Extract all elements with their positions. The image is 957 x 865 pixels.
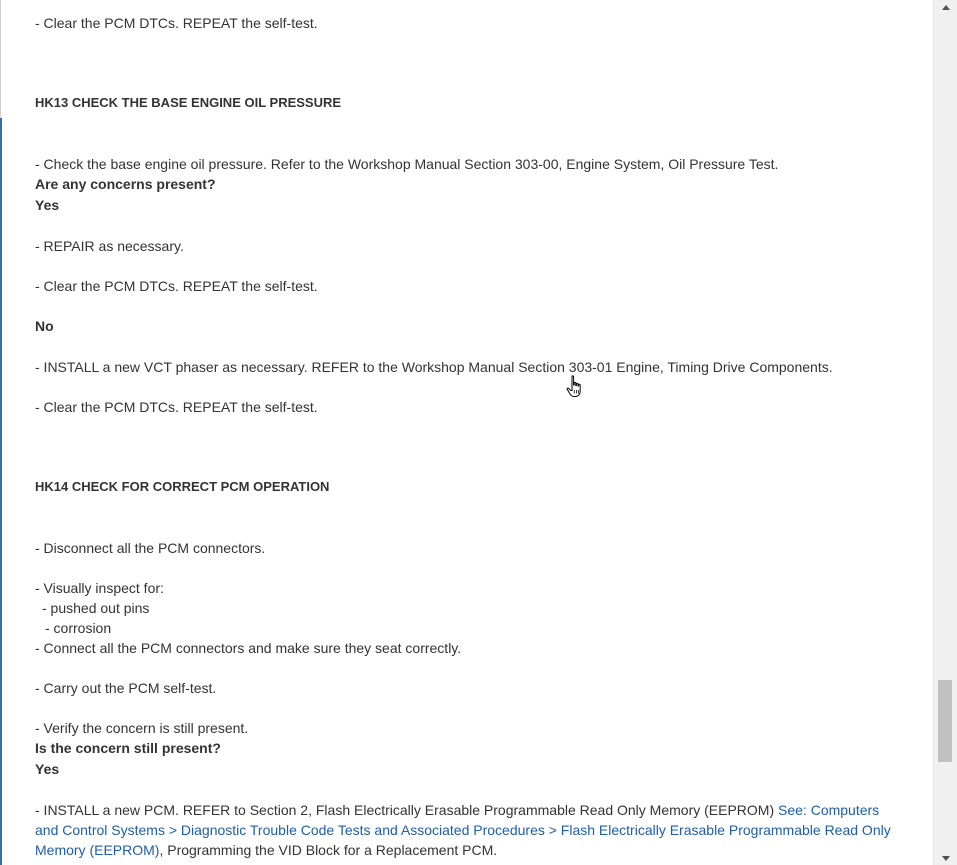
step-connect-connectors: - Connect all the PCM connectors and make sure they seat correctly. (35, 640, 462, 656)
answer-no: No (35, 318, 54, 334)
step-disconnect-connectors: - Disconnect all the PCM connectors. (35, 540, 266, 556)
step-repair: - REPAIR as necessary. (35, 238, 184, 254)
section-heading-hk13: HK13 CHECK THE BASE ENGINE OIL PRESSURE (35, 95, 342, 110)
step-clear-dtcs: - Clear the PCM DTCs. REPEAT the self-test. (35, 399, 318, 415)
question-concerns-present: Are any concerns present? (35, 176, 216, 192)
step-check-oil-pressure: - Check the base engine oil pressure. Refer to the Workshop Manual Section 303-00, Engine System, Oil Pressure Test. (35, 156, 779, 172)
answer-yes: Yes (35, 197, 60, 213)
answer-yes: Yes (35, 761, 60, 777)
document-content (35, 0, 915, 865)
step-pcm-self-test: - Carry out the PCM self-test. (35, 680, 217, 696)
sub-step-corrosion: - corrosion (45, 620, 112, 636)
step-install-new-pcm-tail: , Programming the VID Block for a Replacement PCM. (159, 842, 498, 858)
hand-pointer-icon (566, 375, 586, 399)
step-clear-dtcs: - Clear the PCM DTCs. REPEAT the self-test. (35, 278, 318, 294)
triangle-up-icon[interactable] (934, 0, 957, 14)
window-left-accent (0, 118, 2, 865)
vertical-scrollbar[interactable] (933, 0, 957, 865)
step-install-new-pcm-text: - INSTALL a new PCM. REFER to Section 2, Flash Electrically Erasable Programmable Read Only Memory (EEPROM) (35, 802, 779, 818)
step-verify-concern: - Verify the concern is still present. (35, 720, 249, 736)
scrollbar-thumb[interactable] (938, 680, 952, 762)
flash-eeprom-link[interactable]: See: Computers and Control Systems > Diagnostic Trouble Code Tests and Associated Procedures > Flash Electrically Erasable Programmable Read Only Memory (EEPROM) (35, 802, 891, 858)
triangle-down-icon[interactable] (934, 851, 957, 865)
step-visually-inspect: - Visually inspect for: (35, 580, 164, 596)
step-install-vct-phaser: - INSTALL a new VCT phaser as necessary. REFER to the Workshop Manual Section 303-01 Engine, Timing Drive Components. (35, 359, 833, 375)
question-concern-still-present: Is the concern still present? (35, 740, 221, 756)
step-clear-dtcs: - Clear the PCM DTCs. REPEAT the self-test. (35, 15, 318, 31)
section-heading-hk14: HK14 CHECK FOR CORRECT PCM OPERATION (35, 479, 330, 494)
step-install-new-pcm (35, 800, 905, 860)
sub-step-pushed-out-pins: - pushed out pins (42, 600, 150, 616)
